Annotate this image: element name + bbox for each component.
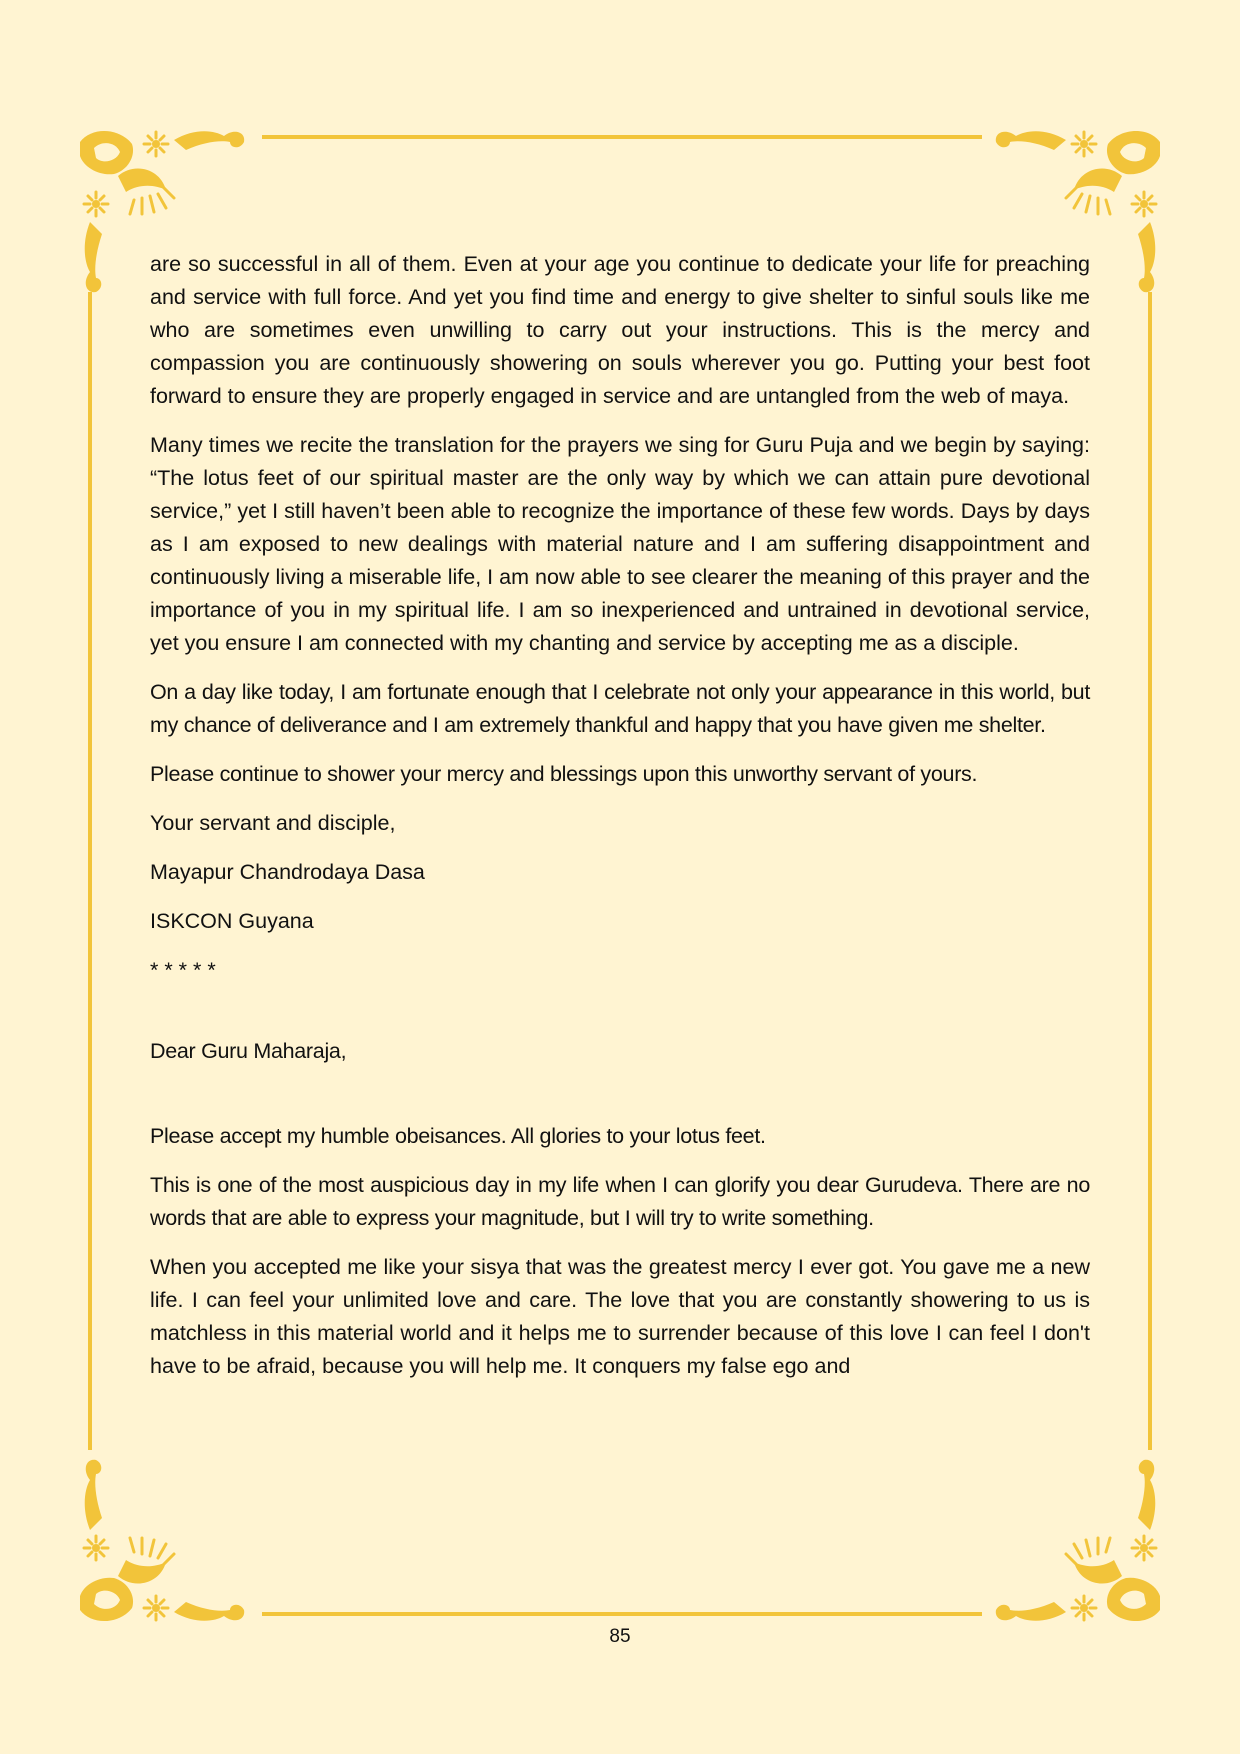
border-right-line xyxy=(1148,292,1152,1450)
letter-body xyxy=(150,248,1090,1399)
letter-separator: * * * * * xyxy=(150,958,216,982)
floral-corner-ornament-icon xyxy=(976,1440,1166,1630)
border-left-line xyxy=(88,292,92,1450)
letter2-paragraph-acceptance: When you accepted me like your sisya that was the greatest mercy I ever got. You gave me a new life. I can feel your unlimited love and care. The love that you are constantly showering to us is matchless in this material world and it helps me to surrender because of this love I can feel I don't have to be afraid, because you will help me. It conquers my false ego and xyxy=(150,1255,1090,1378)
page-number: 85 xyxy=(609,1626,631,1647)
letter1-closing: Your servant and disciple, xyxy=(150,811,396,835)
letter1-paragraph-guru-puja: Many times we recite the translation for the prayers we sing for Guru Puja and we begin by saying: “The lotus feet of our spiritual master are the only way by which we can attain pure devotional service,” yet I still haven’t been able to recognize the importance of these few words. Days by days as I am exposed to new dealings with material nature and I am suffering disappointment and continuously living a miserable life, I am now able to see clearer the meaning of this prayer and the importance of you in my spiritual life. I am so inexperienced and untrained in devotional service, yet you ensure I am connected with my chanting and service by accepting me as a disciple. xyxy=(150,433,1090,655)
letter1-paragraph-appearance-day: On a day like today, I am fortunate enough that I celebrate not only your appearance in this world, but my chance of deliverance and I am extremely thankful and happy that you have given me shelter. xyxy=(150,680,1090,737)
letter2-obeisances: Please accept my humble obeisances. All glories to your lotus feet. xyxy=(150,1124,766,1148)
letter1-paragraph-blessings: Please continue to shower your mercy and blessings upon this unworthy servant of yours. xyxy=(150,762,978,786)
letter2-salutation: Dear Guru Maharaja, xyxy=(150,1039,347,1063)
letter2-paragraph-auspicious-day: This is one of the most auspicious day in my life when I can glorify you dear Gurudeva. There are no words that are able to express your magnitude, but I will try to write something. xyxy=(150,1173,1090,1230)
border-top-line xyxy=(262,135,982,139)
border-bottom-line xyxy=(262,1612,982,1616)
letter1-signature-name: Mayapur Chandrodaya Dasa xyxy=(150,860,425,884)
letter1-signature-location: ISKCON Guyana xyxy=(150,909,314,933)
floral-corner-ornament-icon xyxy=(74,1440,264,1630)
letter1-paragraph-continued: are so successful in all of them. Even at your age you continue to dedicate your life for preaching and service with full force. And yet you find time and energy to give shelter to sinful souls like me who are sometimes even unwilling to carry out your instructions. This is the mercy and compassion you are continuously showering on souls wherever you go. Putting your best foot forward to ensure they are properly engaged in service and are untangled from the web of maya. xyxy=(150,252,1090,408)
